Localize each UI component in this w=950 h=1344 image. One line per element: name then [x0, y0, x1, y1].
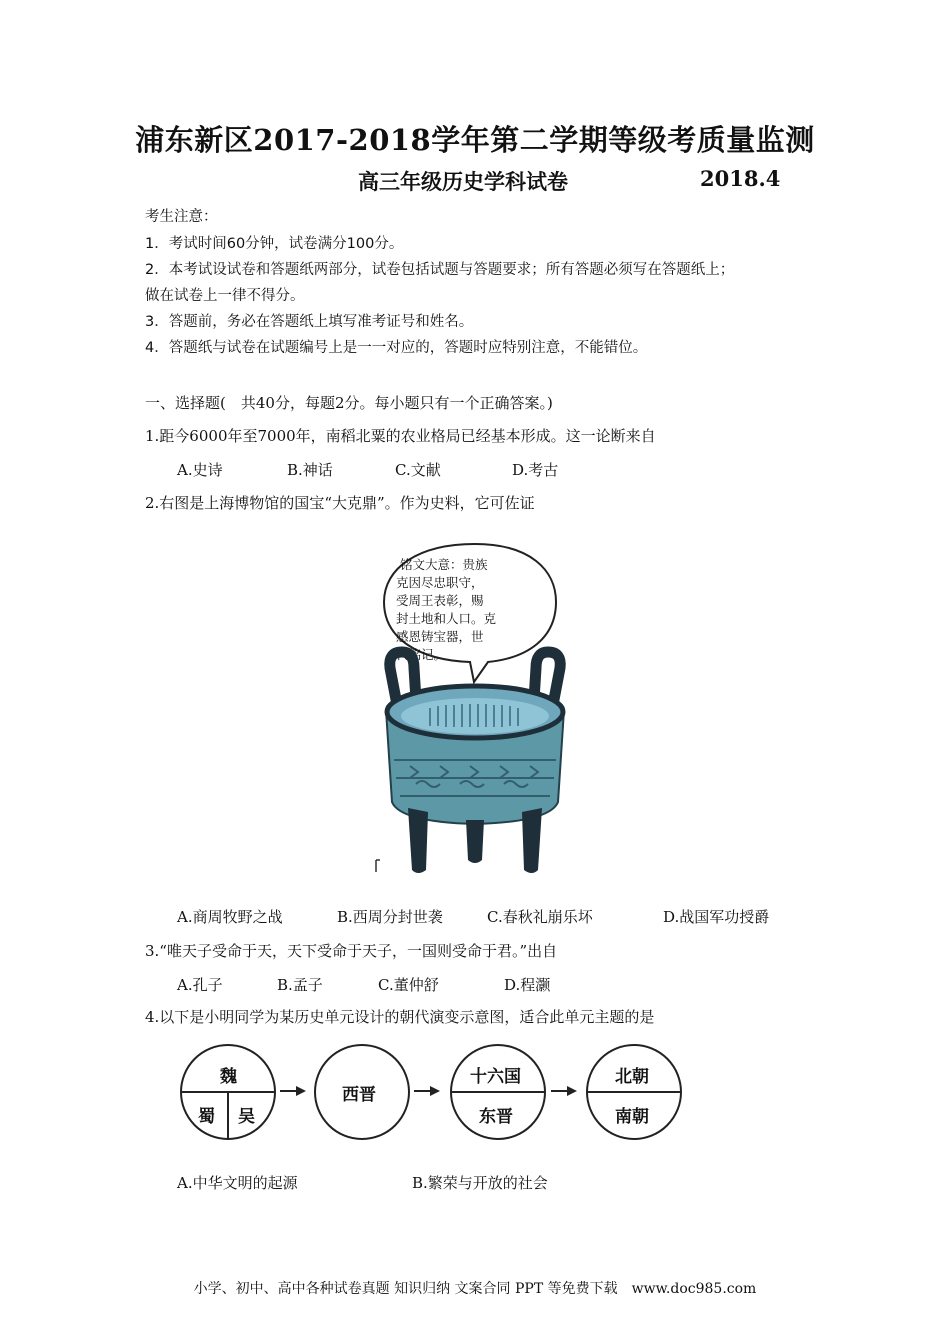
question-4-option-a: A.中华文明的起源	[177, 1174, 298, 1192]
section-heading: 一、选择题( 共40分，每题2分。每小题只有一个正确答案。)	[145, 394, 553, 412]
question-3-option-b: B.孟子	[277, 976, 323, 994]
dynasty-circle-western-jin	[314, 1044, 410, 1140]
notice-item: 3．答题前，务必在答题纸上填写准考证号和姓名。	[145, 314, 474, 330]
question-2-option-d: D.战国军功授爵	[663, 908, 770, 926]
notice-item: 4．答题纸与试卷在试题编号上是一一对应的，答题时应特别注意，不能错位。	[145, 340, 648, 356]
question-3-option-d: D.程灏	[504, 976, 551, 994]
notice-item: 做在试卷上一律不得分。	[145, 288, 305, 304]
arrow-icon	[414, 1086, 440, 1096]
question-2-stem: 2.右图是上海博物馆的国宝“大克鼎”。作为史料，它可佐证	[145, 494, 535, 512]
divider	[227, 1092, 229, 1138]
divider	[452, 1091, 544, 1093]
bubble-line: 封土地和人口。克	[396, 611, 497, 626]
dynasty-wu: 吴	[238, 1107, 255, 1127]
bubble-line: 感恩铸宝器，世	[396, 629, 484, 644]
divider	[588, 1091, 680, 1093]
notice-item: 2．本考试设试卷和答题纸两部分，试卷包括试题与答题要求；所有答题必须写在答题纸上；	[145, 262, 735, 278]
question-3-option-c: C.董仲舒	[378, 976, 439, 994]
bubble-line: 克因尽忠职守，	[396, 575, 484, 590]
page-footer: 小学、初中、高中各种试卷真题 知识归纳 文案合同 PPT 等免费下载 www.doc985.com	[193, 1281, 757, 1297]
question-4-stem: 4.以下是小明同学为某历史单元设计的朝代演变示意图，适合此单元主题的是	[145, 1008, 655, 1026]
notice-item: 1．考试时间60分钟，试卷满分100分。	[145, 236, 404, 252]
exam-subtitle: 高三年级历史学科试卷	[358, 169, 568, 194]
exam-date: 2018.4	[700, 166, 781, 191]
question-2-option-c: C.春秋礼崩乐坏	[487, 908, 593, 926]
question-1-option-c: C.文献	[395, 461, 441, 479]
da-ke-ding-illustration	[370, 540, 580, 880]
question-2-option-b: B.西周分封世袭	[337, 908, 443, 926]
dynasty-shu: 蜀	[198, 1107, 215, 1127]
question-4-option-b: B.繁荣与开放的社会	[412, 1174, 548, 1192]
dynasty-shiliuguo: 十六国	[470, 1067, 521, 1087]
question-1-option-b: B.神话	[287, 461, 333, 479]
question-1-stem: 1.距今6000年至7000年，南稻北粟的农业格局已经基本形成。这一论断来自	[145, 427, 656, 445]
bubble-line: 铭文大意：贵族	[400, 557, 488, 572]
bubble-line: 受周王表彰，赐	[396, 593, 484, 608]
question-1-option-d: D.考古	[512, 461, 559, 479]
dynasty-wei: 魏	[220, 1067, 237, 1087]
question-2-option-a: A.商周牧野之战	[177, 908, 283, 926]
dynasty-xijin: 西晋	[342, 1085, 376, 1105]
dynasty-beichao: 北朝	[615, 1067, 649, 1087]
question-3-stem: 3.“唯天子受命于天，天下受命于天子，一国则受命于君。”出自	[145, 942, 558, 960]
dynasty-circle-three-kingdoms	[180, 1044, 276, 1140]
exam-title: 浦东新区2017-2018学年第二学期等级考质量监测	[135, 123, 815, 157]
dynasty-circle-northern-southern	[586, 1044, 682, 1140]
question-3-option-a: A.孔子	[177, 976, 223, 994]
dynasty-dongjin: 东晋	[479, 1107, 513, 1127]
notice-heading: 考生注意：	[145, 209, 218, 225]
bubble-line: 代铭记。	[396, 647, 447, 662]
dynasty-circle-sixteen-kingdoms	[450, 1044, 546, 1140]
dynasty-nanchao: 南朝	[615, 1107, 649, 1127]
question-1-option-a: A.史诗	[177, 461, 223, 479]
arrow-icon	[280, 1086, 306, 1096]
arrow-icon	[551, 1086, 577, 1096]
